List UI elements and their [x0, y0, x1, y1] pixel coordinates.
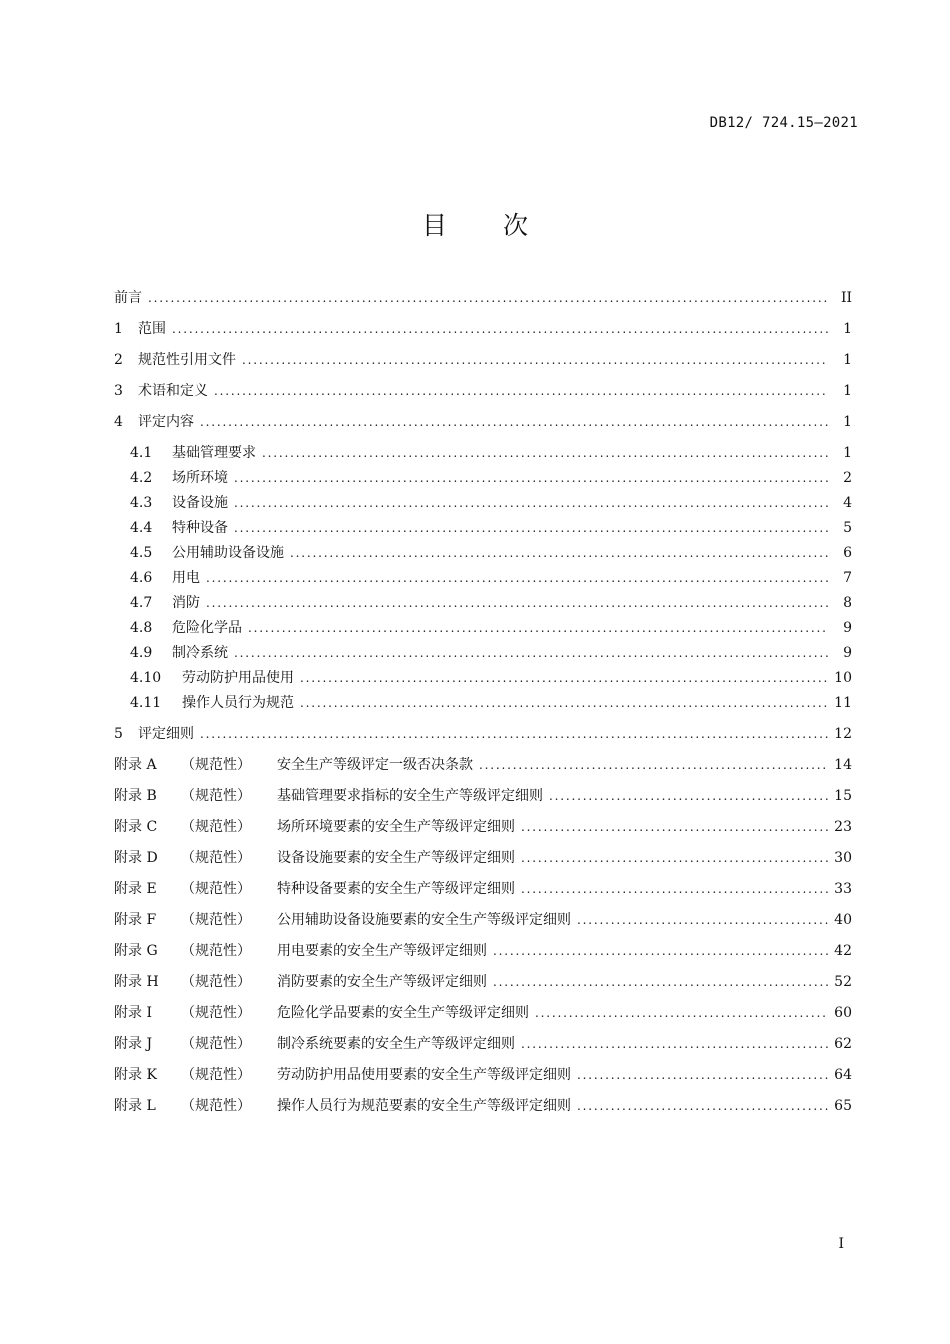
toc-page: 4 [843, 495, 852, 511]
toc-annex-k[interactable] [114, 1063, 852, 1094]
toc-number: 5 [114, 726, 123, 742]
dot-leader [521, 815, 828, 839]
toc-label: 规范性引用文件 [138, 352, 236, 368]
toc-number: 4 [114, 414, 123, 430]
toc-number: 4.10 [130, 670, 162, 686]
toc-number: 4.9 [130, 645, 153, 661]
dot-leader [535, 1001, 828, 1025]
toc-page: 1 [843, 383, 852, 399]
toc-number: 4.8 [130, 620, 153, 636]
toc-number: 2 [114, 352, 123, 368]
toc-label: 范围 [138, 321, 166, 337]
dot-leader [262, 441, 828, 465]
toc-label: 设备设施 [172, 495, 228, 511]
toc-page: 42 [834, 943, 852, 959]
toc-label: 用电 [172, 570, 200, 586]
annex-number: 附录 J [114, 1036, 153, 1052]
dot-leader [521, 877, 828, 901]
annex-number: 附录 H [114, 974, 159, 990]
toc-annex-a[interactable] [114, 753, 852, 784]
document-code: DB12/ 724.15—2021 [709, 115, 858, 131]
toc-page: 5 [843, 520, 852, 536]
dot-leader [248, 616, 828, 640]
toc-entry-4-11[interactable] [114, 691, 852, 716]
annex-type: （规范性） [181, 881, 251, 897]
annex-number: 附录 K [114, 1067, 157, 1083]
toc-entry-4-5[interactable] [114, 541, 852, 566]
toc-page: 60 [834, 1005, 852, 1021]
toc-page: 10 [834, 670, 852, 686]
toc-annex-e[interactable] [114, 877, 852, 908]
dot-leader [479, 753, 828, 777]
toc-label: 前言 [114, 290, 142, 306]
toc-entry-4-1[interactable] [114, 441, 852, 466]
toc-number: 4.7 [130, 595, 153, 611]
toc-entry-2[interactable] [114, 348, 852, 379]
toc-page: 6 [843, 545, 852, 561]
toc-label: 危险化学品 [172, 620, 242, 636]
toc-page: 62 [834, 1036, 852, 1052]
toc-label: 评定细则 [138, 726, 194, 742]
toc-page: 9 [843, 645, 852, 661]
toc-label: 场所环境要素的安全生产等级评定细则 [277, 819, 515, 835]
dot-leader [577, 908, 828, 932]
dot-leader [206, 566, 828, 590]
toc-page: 23 [834, 819, 852, 835]
toc-page: 15 [834, 788, 852, 804]
toc-page: 33 [834, 881, 852, 897]
dot-leader [200, 410, 828, 434]
toc-label: 消防 [172, 595, 200, 611]
dot-leader [242, 348, 828, 372]
toc-label: 劳动防护用品使用要素的安全生产等级评定细则 [277, 1067, 571, 1083]
dot-leader [493, 970, 828, 994]
toc-annex-i[interactable] [114, 1001, 852, 1032]
dot-leader [290, 541, 828, 565]
annex-type: （规范性） [181, 974, 251, 990]
toc-label: 危险化学品要素的安全生产等级评定细则 [277, 1005, 529, 1021]
dot-leader [234, 641, 828, 665]
dot-leader [521, 1032, 828, 1056]
toc-page: 65 [834, 1098, 852, 1114]
toc-number: 4.3 [130, 495, 153, 511]
dot-leader [234, 516, 828, 540]
annex-type: （规范性） [181, 757, 251, 773]
dot-leader [577, 1063, 828, 1087]
dot-leader [493, 939, 828, 963]
toc-number: 1 [114, 321, 123, 337]
dot-leader [172, 317, 828, 341]
toc-page: 7 [843, 570, 852, 586]
toc-number: 4.4 [130, 520, 153, 536]
annex-number: 附录 D [114, 850, 158, 866]
annex-type: （规范性） [181, 1036, 251, 1052]
toc-label: 操作人员行为规范要素的安全生产等级评定细则 [277, 1098, 571, 1114]
toc-label: 特种设备 [172, 520, 228, 536]
dot-leader [148, 286, 828, 310]
toc-page: 30 [834, 850, 852, 866]
toc-label: 公用辅助设备设施要素的安全生产等级评定细则 [277, 912, 571, 928]
toc-page: 2 [843, 470, 852, 486]
annex-number: 附录 B [114, 788, 157, 804]
toc-annex-d[interactable] [114, 846, 852, 877]
toc-label: 用电要素的安全生产等级评定细则 [277, 943, 487, 959]
toc-page: 52 [834, 974, 852, 990]
toc-page: 9 [843, 620, 852, 636]
toc-page: 40 [834, 912, 852, 928]
annex-number: 附录 F [114, 912, 157, 928]
page-title: 目 次 [422, 211, 552, 240]
toc-page: 1 [843, 445, 852, 461]
annex-type: （规范性） [181, 788, 251, 804]
toc-page: 1 [843, 352, 852, 368]
toc-entry-4-6[interactable] [114, 566, 852, 591]
annex-type: （规范性） [181, 1098, 251, 1114]
toc-label: 特种设备要素的安全生产等级评定细则 [277, 881, 515, 897]
dot-leader [206, 591, 828, 615]
annex-number: 附录 L [114, 1098, 156, 1114]
dot-leader [200, 722, 828, 746]
annex-number: 附录 E [114, 881, 157, 897]
toc-entry-4-3[interactable] [114, 491, 852, 516]
toc-annex-c[interactable] [114, 815, 852, 846]
dot-leader [300, 691, 828, 715]
annex-number: 附录 C [114, 819, 158, 835]
annex-type: （规范性） [181, 943, 251, 959]
toc-page: 64 [834, 1067, 852, 1083]
toc-label: 基础管理要求 [172, 445, 256, 461]
toc-page: 14 [834, 757, 852, 773]
table-of-contents [114, 286, 852, 1125]
toc-annex-b[interactable] [114, 784, 852, 815]
toc-annex-h[interactable] [114, 970, 852, 1001]
toc-label: 基础管理要求指标的安全生产等级评定细则 [277, 788, 543, 804]
toc-label: 制冷系统要素的安全生产等级评定细则 [277, 1036, 515, 1052]
toc-label: 消防要素的安全生产等级评定细则 [277, 974, 487, 990]
toc-number: 4.11 [130, 695, 162, 711]
toc-page: 12 [834, 726, 852, 742]
dot-leader [214, 379, 828, 403]
toc-entry-4-7[interactable] [114, 591, 852, 616]
dot-leader [521, 846, 828, 870]
toc-label: 场所环境 [172, 470, 228, 486]
dot-leader [234, 466, 828, 490]
toc-entry-5[interactable] [114, 722, 852, 753]
footer-page-number: I [838, 1236, 844, 1252]
toc-page: 1 [843, 321, 852, 337]
toc-label: 操作人员行为规范 [182, 695, 294, 711]
dot-leader [577, 1094, 828, 1118]
toc-annex-l[interactable] [114, 1094, 852, 1125]
toc-entry-4-9[interactable] [114, 641, 852, 666]
toc-annex-g[interactable] [114, 939, 852, 970]
toc-number: 4.2 [130, 470, 153, 486]
toc-entry-3[interactable] [114, 379, 852, 410]
toc-page: 11 [834, 695, 852, 711]
toc-label: 公用辅助设备设施 [172, 545, 284, 561]
dot-leader [234, 491, 828, 515]
toc-entry-4[interactable] [114, 410, 852, 441]
annex-type: （规范性） [181, 850, 251, 866]
toc-entry-4-4[interactable] [114, 516, 852, 541]
toc-annex-j[interactable] [114, 1032, 852, 1063]
toc-entry-4-2[interactable] [114, 466, 852, 491]
toc-label: 术语和定义 [138, 383, 208, 399]
toc-entry-foreword[interactable] [114, 286, 852, 317]
toc-entry-4-8[interactable] [114, 616, 852, 641]
toc-annex-f[interactable] [114, 908, 852, 939]
toc-label: 安全生产等级评定一级否决条款 [277, 757, 473, 773]
annex-type: （规范性） [181, 1067, 251, 1083]
dot-leader [549, 784, 828, 808]
toc-number: 4.5 [130, 545, 153, 561]
annex-number: 附录 G [114, 943, 158, 959]
annex-type: （规范性） [181, 1005, 251, 1021]
toc-label: 评定内容 [138, 414, 194, 430]
toc-page: 8 [843, 595, 852, 611]
toc-number: 4.1 [130, 445, 153, 461]
annex-type: （规范性） [181, 912, 251, 928]
toc-label: 制冷系统 [172, 645, 228, 661]
annex-number: 附录 A [114, 757, 157, 773]
toc-entry-1[interactable] [114, 317, 852, 348]
toc-label: 设备设施要素的安全生产等级评定细则 [277, 850, 515, 866]
dot-leader [300, 666, 828, 690]
toc-page: II [840, 290, 852, 306]
toc-entry-4-10[interactable] [114, 666, 852, 691]
toc-number: 4.6 [130, 570, 153, 586]
annex-number: 附录 I [114, 1005, 152, 1021]
toc-page: 1 [843, 414, 852, 430]
toc-label: 劳动防护用品使用 [182, 670, 294, 686]
toc-number: 3 [114, 383, 123, 399]
annex-type: （规范性） [181, 819, 251, 835]
